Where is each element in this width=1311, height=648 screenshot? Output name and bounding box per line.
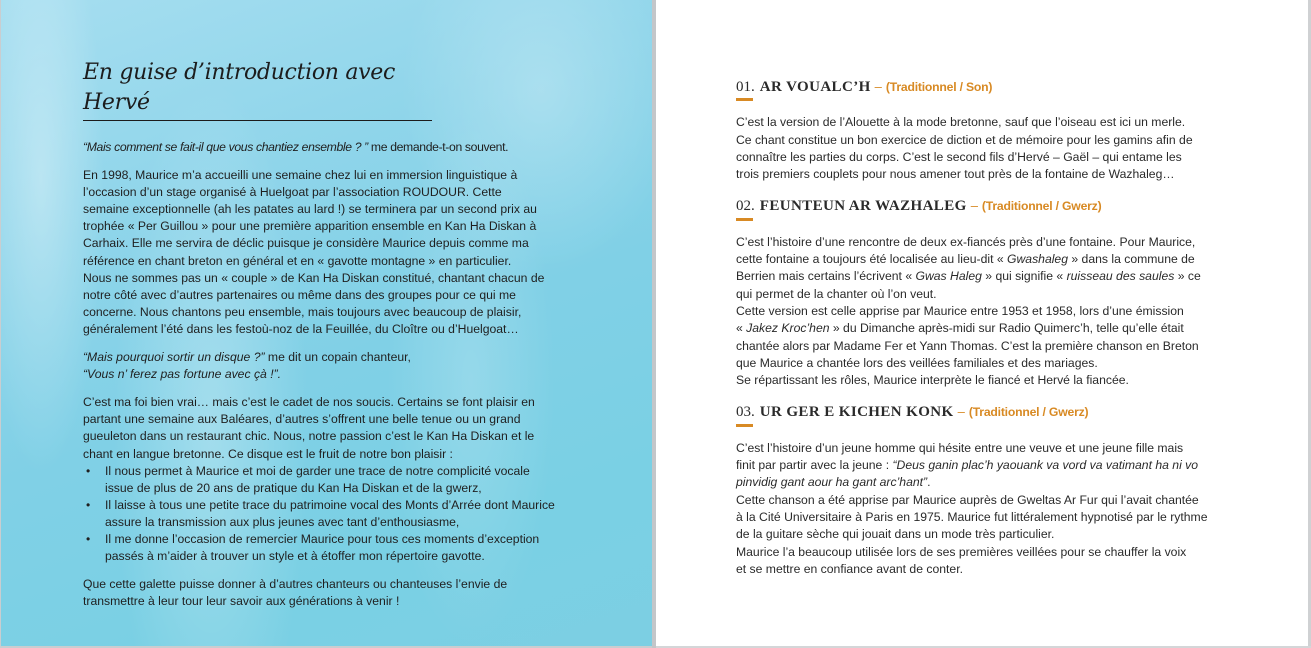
bullet-icon: •	[86, 463, 91, 478]
accent-bar	[736, 98, 753, 101]
text-line: passés à m’aider à trouver un style et à étoffer mon répertoire gavotte.	[105, 549, 485, 564]
lyric-quote: pinvidig gant aour ha gant arc’hant”	[736, 475, 928, 490]
track-number: 02.	[736, 198, 755, 215]
place-name: Gwas Haleg	[915, 269, 982, 284]
text-line: concerne. Nous chantons peu ensemble, mais toujours avec beaucoup de plaisir,	[83, 304, 522, 319]
text-run: » du Dimanche après-midi sur Radio Quimerc’h, telle qu’elle était	[829, 321, 1184, 336]
translation: ruisseau des saules	[1066, 269, 1175, 284]
text-line: trophée « Per Guillou » pour une première apparition ensemble en Kan Ha Diskan à	[83, 219, 537, 234]
text-run: cette fontaine a toujours été localisée au lieu-dit «	[736, 252, 1008, 267]
text-line: C’est ma foi bien vrai… mais c’est le cadet de nos soucis. Certains se font plaisir en	[83, 395, 535, 410]
track-title: FEUNTEUN AR WAZHALEG	[759, 198, 967, 215]
reasons-list	[83, 463, 574, 566]
text-run: » qui signifie «	[981, 269, 1067, 284]
list-item	[83, 463, 574, 497]
lead-rest: me demande-t-on souvent.	[367, 140, 509, 154]
text-line: Ce chant constitue un bon exercice de diction et de mémoire pour les gamins afin de	[736, 132, 1193, 147]
text-line: notre côté avec d’autres partenaires ou même dans des groupes pour ce qui me	[83, 287, 516, 302]
text-line: chantée alors par Madame Fer et Yann Thomas. C’est la première chanson en Breton	[736, 338, 1199, 353]
text-line: C’est l’histoire d’un jeune homme qui hésite entre une veuve et une jeune fille mais	[736, 440, 1184, 455]
text-line	[736, 268, 1228, 285]
dash: –	[970, 198, 978, 214]
track-description	[736, 114, 1228, 183]
accent-bar	[736, 424, 753, 427]
track-02	[736, 197, 1228, 389]
text-line	[736, 320, 1228, 337]
intro-paragraph-2	[83, 394, 574, 565]
track-01	[736, 78, 1228, 183]
text-line: connaître les parties du corps. C’est le second fils d’Hervé – Gaël – qui entame les	[736, 149, 1182, 164]
text-line: Maurice l’a beaucoup utilisée lors de ses premières veillées pour se chauffer la voix	[736, 544, 1187, 559]
text-line: trois premiers couplets pour nous amener tout près de la fontaine de Wazhaleg…	[736, 167, 1175, 182]
text-line: En 1998, Maurice m’a accueilli une semaine chez lui en immersion linguistique à	[83, 168, 518, 183]
text-line: et se mettre en confiance avant de conter.	[736, 561, 963, 576]
track-number: 01.	[736, 79, 755, 95]
place-name: Gwashaleg	[1007, 252, 1068, 267]
track-credit: (Traditionnel / Gwerz)	[968, 405, 1089, 420]
dash: –	[874, 79, 882, 94]
quote-reply: “Vous n’ ferez pas fortune avec çà !”.	[83, 367, 282, 382]
text-line: Carhaix. Elle me servira de déclic puisque je considère Maurice depuis comme ma	[83, 236, 529, 251]
lyric-quote: “Deus ganin plac’h yaouank va vord va vatimant ha ni vo	[892, 458, 1199, 473]
text-line: chant en langue bretonne. Ce disque est le fruit de notre bon plaisir :	[83, 446, 453, 461]
track-title: UR GER E KICHEN KONK	[759, 404, 954, 421]
text-run: «	[736, 321, 747, 336]
quote-line-2	[83, 366, 574, 383]
track-number: 03.	[736, 404, 755, 421]
bullet-icon: •	[86, 497, 91, 512]
text-run: » ce	[1174, 269, 1201, 284]
text-line: Il nous permet à Maurice et moi de garder une trace de notre complicité vocale	[105, 463, 530, 478]
intro-paragraph-1	[83, 167, 574, 338]
text-line: que Maurice a chantée lors des veillées familiales et des mariages.	[736, 355, 1098, 370]
quote-question-rest: me dit un copain chanteur,	[264, 350, 411, 365]
text-line: Il me donne l’occasion de remercier Maurice pour tous ces moments d’exception	[105, 531, 540, 546]
text-line: Nous ne sommes pas un « couple » de Kan Ha Diskan constitué, chantant chacun de	[83, 270, 545, 285]
list-item	[83, 497, 574, 531]
text-line: C’est la version de l’Alouette à la mode bretonne, sauf que l’oiseau est ici un merle.	[736, 115, 1186, 130]
text-line: Que cette galette puisse donner à d’autres chanteurs ou chanteuses l’envie de	[83, 577, 508, 592]
track-title: AR VOUALC’H	[759, 79, 871, 95]
track-heading	[736, 197, 1228, 215]
page-gutter	[652, 0, 656, 648]
bullet-icon: •	[86, 531, 91, 546]
text-line: issue de plus de 20 ans de pratique du Kan Ha Diskan et de la gwerz,	[105, 480, 482, 495]
accent-bar	[736, 218, 753, 221]
track-heading	[736, 403, 1228, 421]
text-line: Il laisse à tous une petite trace du patrimoine vocal des Monts d’Arrée dont Maurice	[105, 497, 555, 512]
track-heading	[736, 78, 1228, 96]
text-line: partant une semaine aux Baléares, d’autres s’offrent une belle tenue ou un grand	[83, 412, 521, 427]
track-notes	[736, 78, 1228, 588]
text-run: finit par partir avec la jeune :	[736, 458, 893, 473]
text-line	[736, 457, 1228, 474]
text-line: à la Cité Universitaire à Paris en 1975. Maurice fut littéralement hypnotisé par le rythme	[736, 509, 1208, 524]
text-line: Cette chanson a été apprise par Maurice auprès de Gweltas Ar Fur qui l’avait chantée	[736, 492, 1199, 507]
left-page	[0, 0, 652, 648]
text-line: assure la transmission aux plus jeunes avec tant d’enthousiasme,	[105, 514, 460, 529]
text-line	[736, 474, 1228, 491]
lead-quote: “Mais comment se fait-il que vous chantiez ensemble ? ”	[83, 140, 368, 154]
closing-paragraph	[83, 576, 574, 610]
lead-paragraph	[83, 139, 574, 156]
quote-line-1	[83, 349, 574, 366]
quote-block	[83, 349, 574, 383]
text-line: C’est l’histoire d’une rencontre de deux ex-fiancés près d’une fontaine. Pour Maurice,	[736, 234, 1196, 249]
track-credit: (Traditionnel / Son)	[885, 80, 993, 94]
text-line: qui permet de la chanter où l’on veut.	[736, 286, 937, 301]
text-line: de la guitare sèche qui jouait dans un mode très particulier.	[736, 527, 1055, 542]
text-run: Berrien mais certains l’écrivent «	[736, 269, 916, 284]
text-line: gueuleton dans un restaurant chic. Nous, notre passion c’est le Kan Ha Diskan et le	[83, 429, 535, 444]
program-name: Jakez Kroc’hen	[746, 321, 830, 336]
introduction-title: En guise d’introduction avec Hervé	[83, 58, 432, 121]
text-run: .	[927, 475, 931, 490]
text-line: référence en chant breton en général et en « gavotte montagne » en particulier.	[83, 253, 512, 268]
text-line: Se répartissant les rôles, Maurice interprète le fiancé et Hervé la fiancée.	[736, 373, 1129, 388]
track-03	[736, 403, 1228, 578]
text-line: semaine exceptionnelle (ah les patates au lard !) se terminera par un second prix au	[83, 202, 537, 217]
text-line: Cette version est celle apprise par Maurice entre 1953 et 1958, lors d’une émission	[736, 303, 1184, 318]
track-credit: (Traditionnel / Gwerz)	[981, 199, 1102, 214]
dash: –	[957, 404, 965, 420]
track-description	[736, 234, 1228, 390]
text-line: l’occasion d’un stage organisé à Huelgoat par l’association ROUDOUR. Cette	[83, 185, 502, 200]
introduction-section	[83, 58, 574, 610]
text-line: transmettre à leur tour leur savoir aux générations à venir !	[83, 594, 400, 609]
text-line: généralement l’été dans les festoù-noz de la Feuillée, du Cloître ou d’Huelgoat…	[83, 321, 519, 336]
track-description	[736, 440, 1228, 578]
list-item	[83, 531, 574, 565]
text-line	[736, 251, 1228, 268]
quote-question: “Mais pourquoi sortir un disque ?”	[83, 350, 265, 365]
text-run: » dans la commune de	[1068, 252, 1195, 267]
